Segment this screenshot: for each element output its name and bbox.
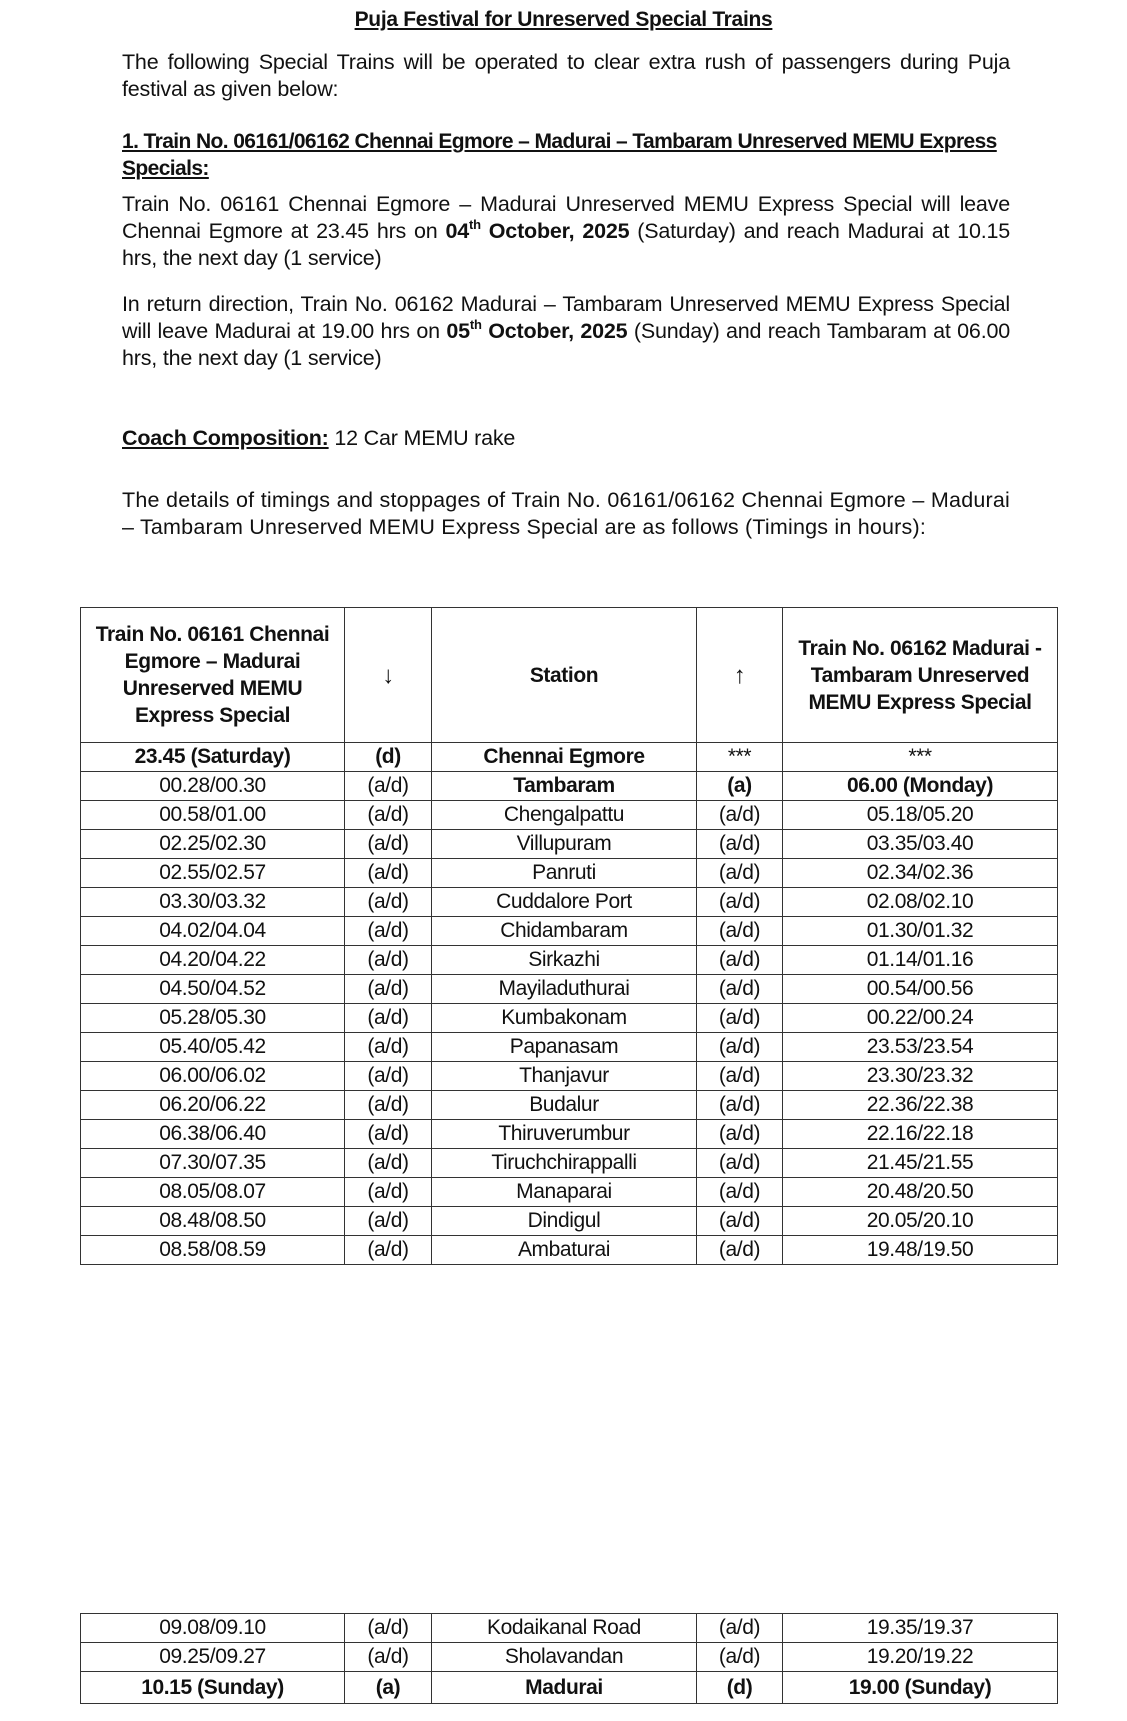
return-paragraph — [122, 291, 1010, 372]
cell-06162-time: *** — [783, 743, 1058, 772]
section-heading: 1. Train No. 06161/06162 Chennai Egmore – Madurai – Tambaram Unreserved MEMU Express Specials: — [122, 130, 997, 180]
return-date-rest: October, 2025 — [481, 319, 628, 343]
cell-station: Panruti — [432, 859, 697, 888]
cell-station: Papanasam — [432, 1033, 697, 1062]
cell-06161-status: (a/d) — [345, 1091, 432, 1120]
cell-06162-time: 20.48/20.50 — [783, 1178, 1058, 1207]
cell-06162-status: *** — [697, 743, 783, 772]
cell-station: Budalur — [432, 1091, 697, 1120]
cell-06162-status: (a/d) — [697, 917, 783, 946]
outbound-paragraph — [122, 191, 1010, 272]
outbound-text-end: (Saturday) and reach Madurai at 10.15 hrs, the next day (1 service) — [122, 219, 1010, 270]
up-arrow-icon: ↑ — [697, 608, 783, 743]
cell-06161-time: 04.50/04.52 — [81, 975, 345, 1004]
cell-06162-status: (a/d) — [697, 801, 783, 830]
cell-06162-status: (a/d) — [697, 1614, 783, 1643]
cell-06161-time: 02.25/02.30 — [81, 830, 345, 859]
cell-06161-time: 07.30/07.35 — [81, 1149, 345, 1178]
cell-06162-status: (a/d) — [697, 946, 783, 975]
cell-station: Manaparai — [432, 1178, 697, 1207]
cell-06161-time: 10.15 (Sunday) — [81, 1672, 345, 1704]
cell-06161-time: 08.05/08.07 — [81, 1178, 345, 1207]
table-row — [81, 1178, 1058, 1207]
cell-06161-time: 00.58/01.00 — [81, 801, 345, 830]
cell-06162-status: (a/d) — [697, 1643, 783, 1672]
cell-station: Sirkazhi — [432, 946, 697, 975]
cell-06161-time: 02.55/02.57 — [81, 859, 345, 888]
table-row — [81, 1033, 1058, 1062]
timetable-header-row — [81, 608, 1058, 743]
table-row — [81, 975, 1058, 1004]
return-date-sup: th — [469, 317, 482, 332]
return-text-end: (Sunday) and reach Tambaram at 06.00 hrs, the next day (1 service) — [122, 319, 1010, 370]
cell-06162-time: 00.22/00.24 — [783, 1004, 1058, 1033]
table-row — [81, 1236, 1058, 1265]
page-title: Puja Festival for Unreserved Special Trains — [354, 8, 773, 31]
cell-06161-time: 04.02/04.04 — [81, 917, 345, 946]
cell-06161-status: (a/d) — [345, 830, 432, 859]
cell-06161-status: (a/d) — [345, 888, 432, 917]
header-station: Station — [432, 608, 697, 743]
outbound-date-day: 04 — [445, 219, 469, 243]
cell-station: Cuddalore Port — [432, 888, 697, 917]
cell-06161-status: (a/d) — [345, 1643, 432, 1672]
cell-06162-time: 20.05/20.10 — [783, 1207, 1058, 1236]
table-row — [81, 1207, 1058, 1236]
table-row — [81, 1120, 1058, 1149]
cell-06162-time: 19.00 (Sunday) — [783, 1672, 1058, 1704]
cell-06161-time: 05.28/05.30 — [81, 1004, 345, 1033]
cell-station: Dindigul — [432, 1207, 697, 1236]
cell-06162-time: 02.34/02.36 — [783, 859, 1058, 888]
cell-06162-status: (a/d) — [697, 888, 783, 917]
cell-06161-status: (a/d) — [345, 975, 432, 1004]
cell-06162-time: 19.20/19.22 — [783, 1643, 1058, 1672]
table-row — [81, 946, 1058, 975]
cell-06162-status: (a/d) — [697, 975, 783, 1004]
table-row — [81, 888, 1058, 917]
cell-station: Madurai — [432, 1672, 697, 1704]
cell-06162-status: (a/d) — [697, 1207, 783, 1236]
cell-06161-time: 09.25/09.27 — [81, 1643, 345, 1672]
coach-composition-label: Coach Composition: — [122, 426, 329, 450]
cell-06162-time: 21.45/21.55 — [783, 1149, 1058, 1178]
cell-06161-status: (a/d) — [345, 1004, 432, 1033]
coach-composition-value: 12 Car MEMU rake — [328, 426, 516, 450]
table-row — [81, 1062, 1058, 1091]
table-row — [81, 859, 1058, 888]
cell-station: Chengalpattu — [432, 801, 697, 830]
cell-06162-time: 03.35/03.40 — [783, 830, 1058, 859]
cell-06161-status: (a/d) — [345, 1062, 432, 1091]
cell-station: Tiruchchirappalli — [432, 1149, 697, 1178]
down-arrow-icon: ↓ — [345, 608, 432, 743]
cell-06161-time: 06.20/06.22 — [81, 1091, 345, 1120]
cell-06162-status: (a/d) — [697, 830, 783, 859]
cell-06161-status: (a/d) — [345, 917, 432, 946]
outbound-text: Train No. 06161 Chennai Egmore – Madurai Unreserved MEMU Express Special will leave Chennai Egmore at 23.45 hrs on — [122, 192, 1010, 243]
cell-station: Mayiladuthurai — [432, 975, 697, 1004]
cell-station: Villupuram — [432, 830, 697, 859]
cell-station: Chidambaram — [432, 917, 697, 946]
table-row — [81, 801, 1058, 830]
table-row — [81, 743, 1058, 772]
cell-station: Chennai Egmore — [432, 743, 697, 772]
cell-06162-time: 00.54/00.56 — [783, 975, 1058, 1004]
coach-composition — [122, 425, 1010, 452]
cell-06161-status: (a/d) — [345, 1614, 432, 1643]
cell-06161-time: 03.30/03.32 — [81, 888, 345, 917]
cell-06161-time: 05.40/05.42 — [81, 1033, 345, 1062]
cell-station: Kumbakonam — [432, 1004, 697, 1033]
cell-06161-status: (a) — [345, 1672, 432, 1704]
cell-06162-time: 02.08/02.10 — [783, 888, 1058, 917]
cell-06162-status: (a) — [697, 772, 783, 801]
cell-06161-status: (a/d) — [345, 946, 432, 975]
cell-06161-status: (d) — [345, 743, 432, 772]
cell-06162-status: (a/d) — [697, 1149, 783, 1178]
table-row — [81, 1643, 1058, 1672]
table-row — [81, 772, 1058, 801]
table-row — [81, 1004, 1058, 1033]
cell-06161-status: (a/d) — [345, 1120, 432, 1149]
cell-station: Ambaturai — [432, 1236, 697, 1265]
table-row — [81, 1614, 1058, 1643]
cell-06161-status: (a/d) — [345, 859, 432, 888]
cell-06162-status: (a/d) — [697, 859, 783, 888]
cell-06162-time: 01.14/01.16 — [783, 946, 1058, 975]
cell-06162-status: (a/d) — [697, 1062, 783, 1091]
cell-06161-status: (a/d) — [345, 1149, 432, 1178]
cell-06162-status: (a/d) — [697, 1004, 783, 1033]
table-row — [81, 1091, 1058, 1120]
outbound-date-rest: October, 2025 — [480, 219, 630, 243]
cell-06162-time: 01.30/01.32 — [783, 917, 1058, 946]
cell-06161-status: (a/d) — [345, 1178, 432, 1207]
cell-station: Sholavandan — [432, 1643, 697, 1672]
cell-06162-time: 22.16/22.18 — [783, 1120, 1058, 1149]
cell-06162-time: 06.00 (Monday) — [783, 772, 1058, 801]
cell-06162-time: 23.30/23.32 — [783, 1062, 1058, 1091]
cell-06162-time: 22.36/22.38 — [783, 1091, 1058, 1120]
outbound-date-sup: th — [468, 217, 481, 232]
cell-06161-time: 08.58/08.59 — [81, 1236, 345, 1265]
return-date-day: 05 — [446, 319, 470, 343]
cell-06162-status: (d) — [697, 1672, 783, 1704]
cell-06161-time: 06.38/06.40 — [81, 1120, 345, 1149]
header-train-06162: Train No. 06162 Madurai - Tambaram Unreserved MEMU Express Special — [783, 608, 1058, 743]
table-row — [81, 1149, 1058, 1178]
cell-06162-time: 23.53/23.54 — [783, 1033, 1058, 1062]
cell-station: Kodaikanal Road — [432, 1614, 697, 1643]
timetable-part2 — [80, 1613, 1058, 1704]
cell-06162-status: (a/d) — [697, 1178, 783, 1207]
cell-06161-status: (a/d) — [345, 772, 432, 801]
cell-06161-status: (a/d) — [345, 801, 432, 830]
intro-paragraph: The following Special Trains will be operated to clear extra rush of passengers during Puja festival as given below: — [122, 50, 1010, 101]
cell-06161-time: 06.00/06.02 — [81, 1062, 345, 1091]
cell-06162-time: 19.35/19.37 — [783, 1614, 1058, 1643]
cell-06161-time: 04.20/04.22 — [81, 946, 345, 975]
cell-06162-status: (a/d) — [697, 1091, 783, 1120]
cell-06162-status: (a/d) — [697, 1033, 783, 1062]
header-train-06161: Train No. 06161 Chennai Egmore – Madurai Unreserved MEMU Express Special — [81, 608, 345, 743]
cell-06162-time: 19.48/19.50 — [783, 1236, 1058, 1265]
cell-06161-time: 23.45 (Saturday) — [81, 743, 345, 772]
cell-06162-time: 05.18/05.20 — [783, 801, 1058, 830]
cell-06161-time: 00.28/00.30 — [81, 772, 345, 801]
table-row — [81, 917, 1058, 946]
cell-06161-status: (a/d) — [345, 1236, 432, 1265]
cell-station: Thiruverumbur — [432, 1120, 697, 1149]
cell-06161-time: 08.48/08.50 — [81, 1207, 345, 1236]
timetable-part1 — [80, 607, 1058, 1265]
cell-station: Thanjavur — [432, 1062, 697, 1091]
cell-06162-status: (a/d) — [697, 1120, 783, 1149]
table-row — [81, 1672, 1058, 1704]
table-row — [81, 830, 1058, 859]
cell-06161-status: (a/d) — [345, 1207, 432, 1236]
cell-06161-status: (a/d) — [345, 1033, 432, 1062]
return-text: In return direction, Train No. 06162 Madurai – Tambaram Unreserved MEMU Express Special will leave Madurai at 19.00 hrs on — [122, 292, 1010, 343]
cell-06161-time: 09.08/09.10 — [81, 1614, 345, 1643]
cell-station: Tambaram — [432, 772, 697, 801]
details-paragraph: The details of timings and stoppages of Train No. 06161/06162 Chennai Egmore – Madurai – Tambaram Unreserved MEMU Express Special are as follows (Timings in hours): — [122, 488, 1010, 539]
cell-06162-status: (a/d) — [697, 1236, 783, 1265]
